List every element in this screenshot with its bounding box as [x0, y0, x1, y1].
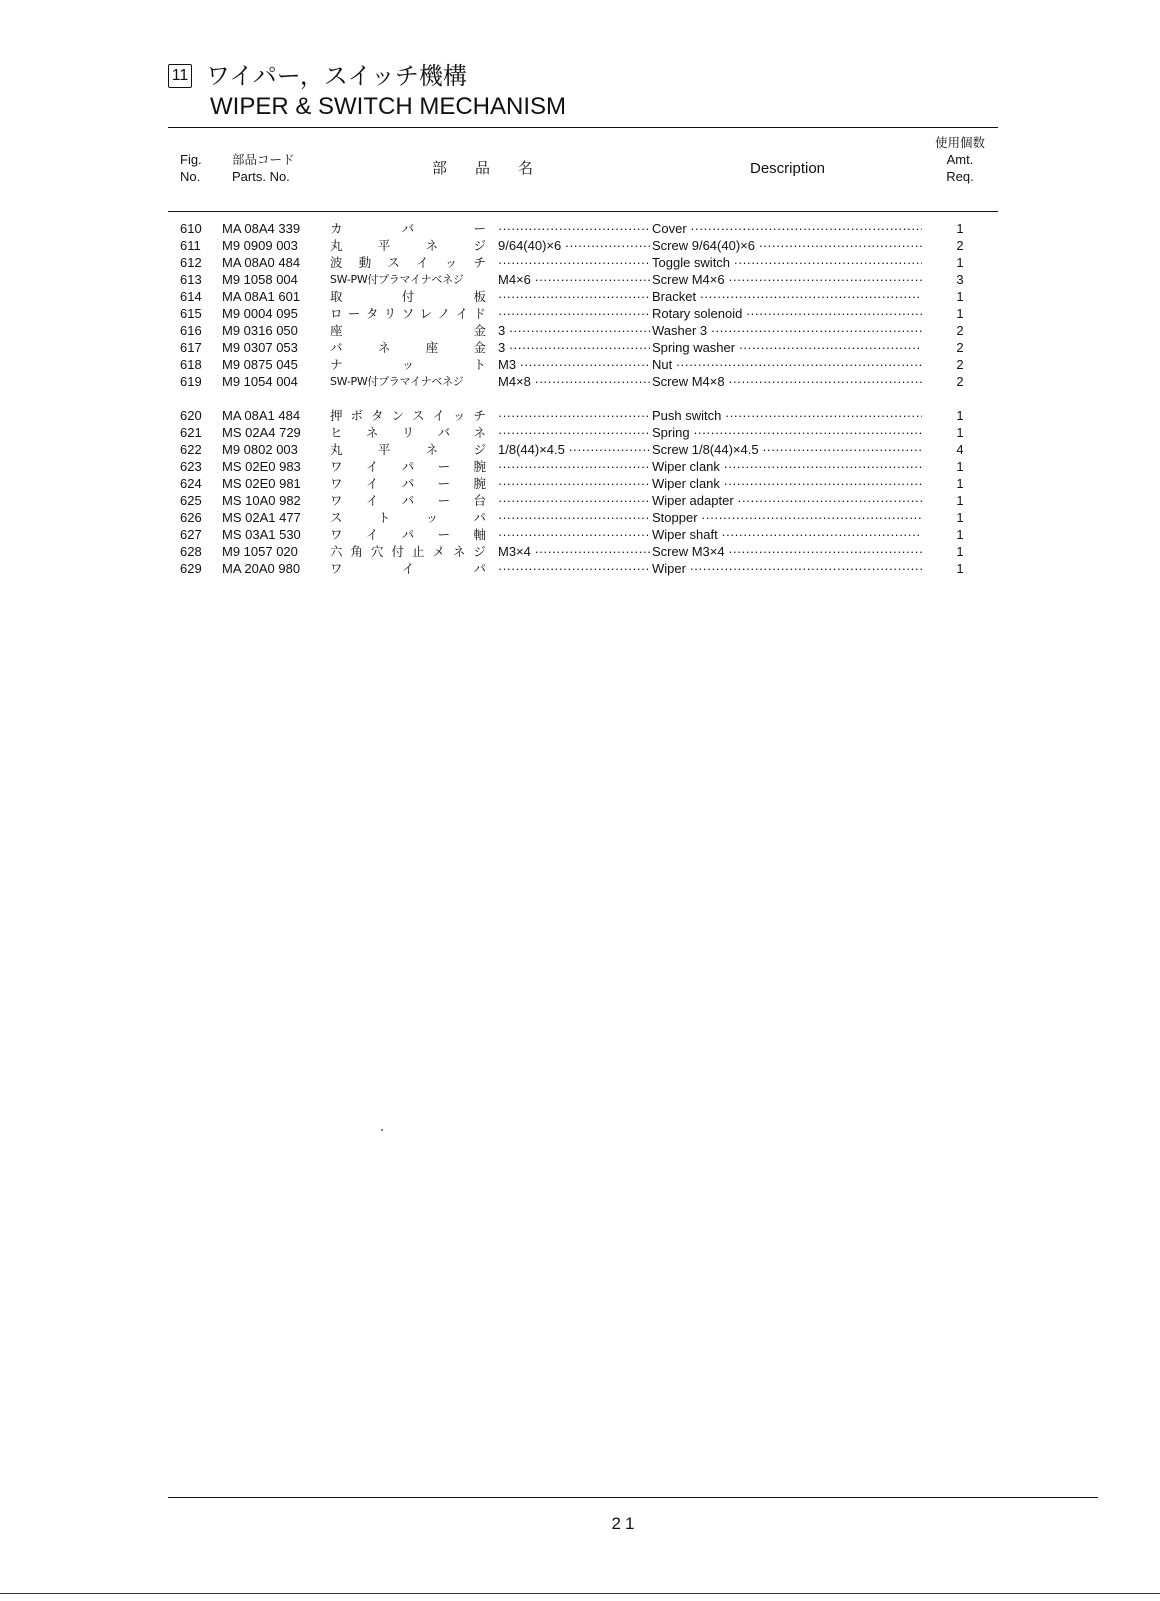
- part-name-jp-char: バ: [330, 340, 343, 355]
- part-name-jp-cell: [330, 492, 486, 509]
- part-name-jp-cell: [330, 441, 486, 458]
- part-name-jp-char: ド: [473, 306, 486, 321]
- part-name-jp-char: ワ: [330, 493, 343, 508]
- amt-req-cell: 2: [956, 357, 964, 372]
- part-name-jp-char: 金: [473, 323, 486, 338]
- description-cell: Screw M4×6 ·····: [652, 271, 922, 288]
- part-name-jp-cell: [330, 475, 486, 492]
- spec-cell: M4×8 ·····: [498, 373, 650, 390]
- part-name-jp-cell: [330, 509, 486, 526]
- spec-cell: 9/64(40)×6 ·····: [498, 237, 650, 254]
- part-name-jp-cell: [330, 288, 486, 305]
- parts-no-cell: MA 08A4 339: [222, 221, 301, 236]
- part-name-jp-char: ト: [377, 510, 391, 525]
- column-header-parts-line2: Parts. No.: [232, 169, 290, 184]
- part-name-jp-char: ワ: [330, 561, 343, 576]
- part-name-jp-cell: [330, 526, 486, 543]
- part-name-jp-char: ッ: [401, 357, 415, 372]
- column-header-amt-line1: 使用個数: [935, 135, 986, 150]
- fig-no-cell: 620: [180, 408, 202, 423]
- spec-cell: [498, 288, 650, 305]
- parts-no-cell: MS 02A4 729: [222, 425, 301, 440]
- part-name-jp-cell: [330, 339, 486, 356]
- part-name-jp-char: メ: [432, 544, 445, 559]
- part-name-jp-cell: [330, 458, 486, 475]
- part-name-jp-char: ワ: [330, 527, 343, 542]
- fig-no-cell: 618: [180, 357, 202, 372]
- part-name-jp-char: レ: [419, 306, 433, 321]
- part-name-jp-char: チ: [473, 408, 486, 423]
- amt-req-cell: 1: [956, 221, 964, 236]
- fig-no-cell: 619: [180, 374, 202, 389]
- amt-req-cell: 1: [956, 306, 964, 321]
- part-name-jp-char: 平: [377, 442, 391, 457]
- description-cell: Screw 9/64(40)×6 ·····: [652, 237, 922, 254]
- part-name-jp-cell: [330, 237, 486, 254]
- part-name-jp-char: パ: [473, 510, 486, 525]
- description-cell: Push switch ·····: [652, 407, 922, 424]
- fig-no-cell: 626: [180, 510, 202, 525]
- description-cell: Screw M3×4 ·····: [652, 543, 922, 560]
- table-row: [0, 373, 1160, 390]
- spec-cell: [498, 526, 650, 543]
- table-row: [0, 475, 1160, 492]
- header-top-rule: [168, 127, 998, 128]
- part-name-jp-char: ワ: [330, 459, 343, 474]
- table-row: [0, 424, 1160, 441]
- spec-cell: [498, 424, 650, 441]
- parts-no-cell: M9 0909 003: [222, 238, 298, 253]
- parts-no-cell: MS 03A1 530: [222, 527, 301, 542]
- column-header-fig-no: [180, 151, 202, 185]
- amt-req-cell: 1: [956, 544, 964, 559]
- part-name-jp-cell: [330, 560, 486, 577]
- table-row: [0, 339, 1160, 356]
- part-name-jp-cell: [330, 322, 486, 339]
- part-name-jp-char: パ: [401, 459, 415, 474]
- parts-no-cell: M9 0802 003: [222, 442, 298, 457]
- part-name-jp-char: ー: [347, 306, 361, 321]
- table-row: [0, 237, 1160, 254]
- parts-no-cell: MA 20A0 980: [222, 561, 301, 576]
- table-row: [0, 254, 1160, 271]
- section-title-jp-line: [168, 60, 868, 92]
- description-cell: Spring washer ·····: [652, 339, 922, 356]
- fig-no-cell: 622: [180, 442, 202, 457]
- amt-req-cell: 2: [956, 323, 964, 338]
- spec-cell: [498, 509, 650, 526]
- header-bottom-rule: [168, 211, 998, 212]
- part-name-jp-char: 座: [425, 340, 439, 355]
- description-cell: Stopper ·····: [652, 509, 922, 526]
- section-title-en: WIPER & SWITCH MECHANISM: [210, 93, 567, 120]
- part-name-jp-cell: [330, 373, 486, 390]
- table-row: [0, 322, 1160, 339]
- part-name-jp-char: ー: [437, 527, 451, 542]
- part-name-jp-char: イ: [365, 527, 379, 542]
- table-row: [0, 492, 1160, 509]
- description-cell: Screw M4×8 ·····: [652, 373, 922, 390]
- column-header-fig-line1: Fig.: [180, 152, 202, 167]
- part-name-jp-char: パ: [401, 476, 415, 491]
- spec-cell: 3 ·····: [498, 322, 650, 339]
- parts-no-cell: MA 08A1 484: [222, 408, 301, 423]
- fig-no-cell: 628: [180, 544, 202, 559]
- amt-req-cell: 1: [956, 493, 964, 508]
- parts-no-cell: M9 1058 004: [222, 272, 298, 287]
- part-name-jp-char: パ: [401, 527, 415, 542]
- part-name-jp-char: ネ: [452, 544, 466, 559]
- spec-cell: [498, 305, 650, 322]
- part-name-jp-char: ー: [437, 476, 451, 491]
- fig-no-cell: 613: [180, 272, 202, 287]
- table-row: [0, 305, 1160, 322]
- parts-list: [0, 220, 1160, 594]
- amt-req-cell: 4: [956, 442, 964, 457]
- footer-rule: [168, 1497, 1098, 1498]
- parts-no-cell: M9 0307 053: [222, 340, 298, 355]
- part-name-jp-char: ノ: [437, 306, 451, 321]
- parts-no-cell: MS 10A0 982: [222, 493, 301, 508]
- part-name-jp-char: タ: [365, 306, 379, 321]
- description-cell: Wiper clank ·····: [652, 475, 922, 492]
- part-name-jp-char: SW-PW付プラマイナベネジ: [330, 375, 464, 388]
- fig-no-cell: 614: [180, 289, 202, 304]
- part-name-jp-cell: [330, 407, 486, 424]
- part-name-jp-char: バ: [437, 425, 451, 440]
- part-name-jp-char: 取: [330, 289, 343, 304]
- amt-req-cell: 3: [956, 272, 964, 287]
- part-name-jp-cell: [330, 424, 486, 441]
- fig-no-cell: 611: [180, 238, 201, 253]
- fig-no-cell: 627: [180, 527, 202, 542]
- part-name-jp-char: リ: [383, 306, 397, 321]
- section-number-box: 11: [168, 64, 192, 88]
- part-name-jp-char: 金: [473, 340, 486, 355]
- amt-req-cell: 1: [956, 289, 964, 304]
- description-cell: Wiper clank ·····: [652, 458, 922, 475]
- description-cell: Wiper shaft ·····: [652, 526, 922, 543]
- amt-req-cell: 1: [956, 510, 964, 525]
- part-name-jp-cell: [330, 356, 486, 373]
- part-name-jp-char: チ: [473, 255, 486, 270]
- part-name-jp-char: ス: [411, 408, 425, 423]
- amt-req-cell: 1: [956, 527, 964, 542]
- column-header-parts-no: [232, 151, 295, 185]
- spec-cell: [498, 560, 650, 577]
- part-name-jp-char: ン: [391, 408, 404, 423]
- description-cell: Screw 1/8(44)×4.5 ·····: [652, 441, 922, 458]
- part-name-jp-char: ジ: [473, 544, 486, 559]
- parts-no-cell: MS 02A1 477: [222, 510, 301, 525]
- part-name-jp-char: ス: [387, 255, 400, 270]
- part-name-jp-char: 丸: [330, 442, 343, 457]
- part-name-jp-char: 板: [473, 289, 486, 304]
- part-name-jp-char: ー: [437, 459, 451, 474]
- parts-no-cell: MA 08A1 601: [222, 289, 301, 304]
- column-header-fig-line2: No.: [180, 169, 201, 184]
- table-row: [0, 543, 1160, 560]
- spec-cell: [498, 492, 650, 509]
- spec-cell: [498, 220, 650, 237]
- table-row: [0, 526, 1160, 543]
- fig-no-cell: 623: [180, 459, 202, 474]
- part-name-jp-char: SW-PW付プラマイナベネジ: [330, 273, 464, 286]
- spec-cell: [498, 407, 650, 424]
- column-header-description: Description: [750, 160, 826, 177]
- part-name-jp-char: 軸: [473, 527, 486, 542]
- part-name-jp-char: 腕: [473, 476, 486, 491]
- part-name-jp-char: ッ: [425, 510, 439, 525]
- part-name-jp-char: イ: [365, 493, 379, 508]
- part-name-jp-char: ボ: [350, 408, 363, 423]
- part-name-jp-char: カ: [330, 221, 343, 236]
- part-name-jp-char: ッ: [452, 408, 466, 423]
- part-name-jp-char: ト: [473, 357, 486, 372]
- column-header-amt-line2: Amt.: [946, 152, 974, 167]
- part-name-jp-char: イ: [432, 408, 445, 423]
- part-name-jp-char: ネ: [365, 425, 379, 440]
- table-row: [0, 288, 1160, 305]
- description-cell: Washer 3 ·····: [652, 322, 922, 339]
- parts-no-cell: MS 02E0 983: [222, 459, 301, 474]
- part-name-jp-char: 止: [411, 544, 425, 559]
- spec-cell: M3×4 ·····: [498, 543, 650, 560]
- part-name-jp-char: ー: [437, 493, 451, 508]
- amt-req-cell: 1: [956, 425, 964, 440]
- fig-no-cell: 621: [180, 425, 202, 440]
- spec-cell: [498, 475, 650, 492]
- part-name-jp-char: イ: [455, 306, 468, 321]
- parts-no-cell: M9 1057 020: [222, 544, 298, 559]
- table-row: [0, 458, 1160, 475]
- parts-no-cell: M9 0875 045: [222, 357, 298, 372]
- part-name-jp-char: ヒ: [330, 425, 343, 440]
- amt-req-cell: 1: [956, 408, 964, 423]
- part-name-jp-char: ソ: [401, 306, 415, 321]
- description-cell: Cover ·····: [652, 220, 922, 237]
- part-name-jp-char: バ: [401, 221, 415, 236]
- fig-no-cell: 629: [180, 561, 202, 576]
- part-name-jp-char: 平: [377, 238, 391, 253]
- part-name-jp-char: イ: [365, 459, 379, 474]
- fig-no-cell: 616: [180, 323, 202, 338]
- scan-speck: [381, 1129, 383, 1131]
- table-row: [0, 560, 1160, 577]
- part-name-jp-char: パ: [473, 561, 486, 576]
- column-header-amt-line3: Req.: [946, 169, 974, 184]
- table-row: [0, 509, 1160, 526]
- part-name-jp-char: 丸: [330, 238, 343, 253]
- description-cell: Wiper ·····: [652, 560, 922, 577]
- part-name-jp-char: ネ: [425, 238, 439, 253]
- amt-req-cell: 2: [956, 374, 964, 389]
- spec-cell: M3 ·····: [498, 356, 650, 373]
- part-name-jp-char: ネ: [473, 425, 486, 440]
- part-name-jp-char: ネ: [377, 340, 391, 355]
- part-name-jp-char: 付: [401, 289, 415, 304]
- part-name-jp-char: 動: [358, 255, 372, 270]
- part-name-jp-char: ッ: [444, 255, 458, 270]
- part-name-jp-char: リ: [401, 425, 415, 440]
- part-name-jp-cell: [330, 220, 486, 237]
- amt-req-cell: 1: [956, 476, 964, 491]
- part-name-jp-char: 押: [330, 408, 343, 423]
- fig-no-cell: 624: [180, 476, 202, 491]
- part-name-jp-char: 座: [330, 323, 343, 338]
- part-name-jp-char: 腕: [473, 459, 486, 474]
- amt-req-cell: 2: [956, 340, 964, 355]
- fig-no-cell: 617: [180, 340, 202, 355]
- table-row: [0, 441, 1160, 458]
- table-row: [0, 271, 1160, 288]
- part-name-jp-char: タ: [370, 408, 384, 423]
- part-name-jp-char: 付: [391, 544, 404, 559]
- part-name-jp-char: ネ: [425, 442, 439, 457]
- part-name-jp-char: 角: [350, 544, 363, 559]
- parts-group: [0, 407, 1160, 577]
- spec-cell: 1/8(44)×4.5 ·····: [498, 441, 650, 458]
- part-name-jp-char: 穴: [370, 544, 384, 559]
- amt-req-cell: 1: [956, 459, 964, 474]
- part-name-jp-cell: [330, 271, 486, 288]
- parts-group: [0, 220, 1160, 390]
- fig-no-cell: 615: [180, 306, 202, 321]
- part-name-jp-cell: [330, 543, 486, 560]
- amt-req-cell: 2: [956, 238, 964, 253]
- parts-no-cell: MS 02E0 981: [222, 476, 301, 491]
- parts-no-cell: MA 08A0 484: [222, 255, 301, 270]
- part-name-jp-char: ス: [330, 510, 343, 525]
- fig-no-cell: 625: [180, 493, 202, 508]
- page-bottom-edge: [0, 1593, 1160, 1594]
- part-name-jp-char: ロ: [330, 306, 343, 321]
- section-title-jp: ワイパー，スイッチ機構: [206, 62, 467, 90]
- parts-no-cell: M9 1054 004: [222, 374, 298, 389]
- description-cell: Spring ·····: [652, 424, 922, 441]
- part-name-jp-char: ジ: [473, 238, 486, 253]
- fig-no-cell: 610: [180, 221, 202, 236]
- part-name-jp-char: イ: [416, 255, 429, 270]
- part-name-jp-cell: [330, 305, 486, 322]
- part-name-jp-char: 台: [473, 493, 486, 508]
- part-name-jp-char: ー: [473, 221, 486, 236]
- section-title: [168, 60, 868, 122]
- part-name-jp-char: イ: [365, 476, 379, 491]
- table-row: [0, 407, 1160, 424]
- parts-no-cell: M9 0004 095: [222, 306, 298, 321]
- parts-no-cell: M9 0316 050: [222, 323, 298, 338]
- spec-cell: [498, 254, 650, 271]
- description-cell: Nut ·····: [652, 356, 922, 373]
- table-row: [0, 220, 1160, 237]
- column-header-part-name-jp: 部品名: [432, 159, 562, 177]
- part-name-jp-char: ワ: [330, 476, 343, 491]
- amt-req-cell: 1: [956, 561, 964, 576]
- amt-req-cell: 1: [956, 255, 964, 270]
- description-cell: Bracket ·····: [652, 288, 922, 305]
- column-header-amt-req: [935, 134, 985, 185]
- spec-cell: [498, 458, 650, 475]
- description-cell: Toggle switch ·····: [652, 254, 922, 271]
- part-name-jp-char: 六: [330, 544, 343, 559]
- table-row: [0, 356, 1160, 373]
- part-name-jp-char: イ: [401, 561, 415, 576]
- description-cell: Wiper adapter ·····: [652, 492, 922, 509]
- description-cell: Rotary solenoid ·····: [652, 305, 922, 322]
- part-name-jp-char: ジ: [473, 442, 486, 457]
- column-header-parts-line1: 部品コード: [232, 152, 295, 167]
- spec-cell: M4×6 ·····: [498, 271, 650, 288]
- part-name-jp-cell: [330, 254, 486, 271]
- spec-cell: 3 ·····: [498, 339, 650, 356]
- part-name-jp-char: ナ: [330, 357, 343, 372]
- fig-no-cell: 612: [180, 255, 202, 270]
- part-name-jp-char: パ: [401, 493, 415, 508]
- page-number: 21: [611, 1514, 639, 1533]
- part-name-jp-char: 波: [330, 255, 343, 270]
